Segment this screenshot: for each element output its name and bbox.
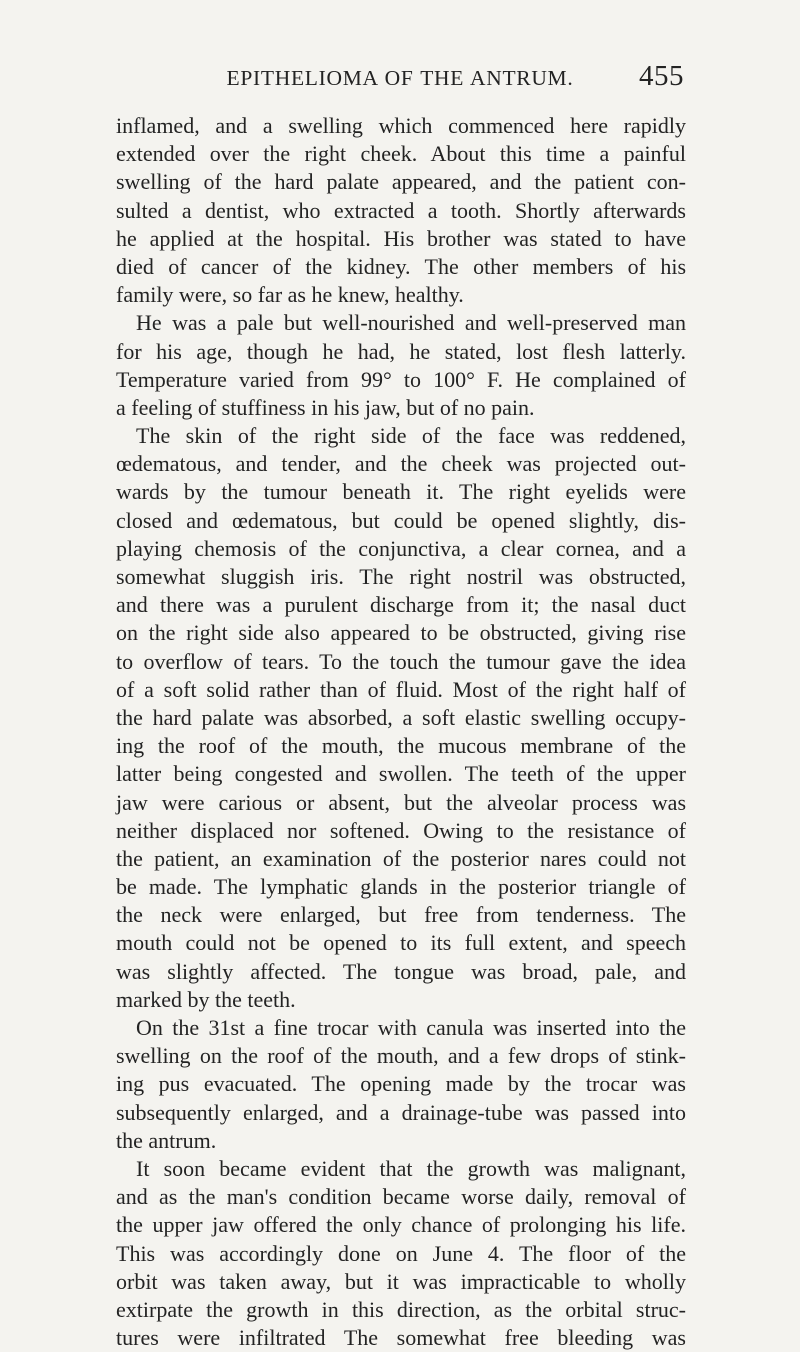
text-line: be made. The lymphatic glands in the posterior triangle of	[116, 874, 686, 900]
text-line: was slightly affected. The tongue was broad, pale, and	[116, 958, 686, 984]
text-line: the patient, an examination of the posterior nares could not	[116, 845, 686, 871]
text-line: of a soft solid rather than of fluid. Most of the right half of	[116, 676, 686, 702]
text-line: neither displaced nor softened. Owing to the resistance of	[116, 817, 686, 843]
text-line: he applied at the hospital. His brother was stated to have	[116, 225, 686, 251]
running-title: EPITHELIOMA OF THE ANTRUM.	[226, 66, 574, 90]
text-line: tures were infiltrated The somewhat free bleeding was	[116, 1325, 686, 1351]
text-line: to overflow of tears. To the touch the tumour gave the idea	[116, 648, 686, 674]
text-line: This was accordingly done on June 4. The floor of the	[116, 1240, 686, 1266]
text-line: somewhat sluggish iris. The right nostril was obstructed,	[116, 564, 686, 589]
text-line: swelling of the hard palate appeared, and the patient con-	[116, 169, 686, 195]
text-line: extended over the right cheek. About this time a painful	[116, 141, 686, 167]
text-line: on the right side also appeared to be obstructed, giving rise	[116, 620, 686, 646]
text-line: œdematous, and tender, and the cheek was projected out-	[116, 451, 686, 477]
text-line: and as the man's condition became worse daily, removal of	[116, 1184, 686, 1210]
text-line: mouth could not be opened to its full extent, and speech	[116, 930, 686, 956]
text-line: extirpate the growth in this direction, as the orbital struc-	[116, 1296, 686, 1322]
text-line: latter being congested and swollen. The teeth of the upper	[116, 761, 686, 787]
running-head	[116, 60, 684, 104]
text-line: marked by the teeth.	[116, 986, 296, 1012]
text-line: orbit was taken away, but it was impracticable to wholly	[116, 1268, 686, 1294]
text-line: playing chemosis of the conjunctiva, a clear cornea, and a	[116, 535, 686, 561]
body-text	[116, 112, 686, 1352]
text-line: ing pus evacuated. The opening made by the trocar was	[116, 1071, 686, 1097]
text-line: and there was a purulent discharge from it; the nasal duct	[116, 592, 686, 618]
text-line: the neck were enlarged, but free from tenderness. The	[116, 902, 686, 928]
text-line: subsequently enlarged, and a drainage-tube was passed into	[116, 1099, 686, 1125]
text-line: died of cancer of the kidney. The other members of his	[116, 253, 686, 279]
text-line: Temperature varied from 99° to 100° F. He complained of	[116, 366, 686, 392]
text-line: the hard palate was absorbed, a soft elastic swelling occupy-	[116, 704, 686, 730]
text-line: jaw were carious or absent, but the alveolar process was	[116, 789, 686, 815]
text-line: closed and œdematous, but could be opened slightly, dis-	[116, 507, 686, 533]
text-line: the antrum.	[116, 1127, 217, 1153]
text-line: wards by the tumour beneath it. The right eyelids were	[116, 479, 686, 505]
text-line: The skin of the right side of the face was reddened,	[136, 423, 686, 449]
text-line: It soon became evident that the growth was malignant,	[136, 1155, 686, 1181]
text-line: inflamed, and a swelling which commenced here rapidly	[116, 113, 686, 138]
text-line: the upper jaw offered the only chance of prolonging his life.	[116, 1212, 686, 1238]
text-line: sulted a dentist, who extracted a tooth. Shortly afterwards	[116, 197, 686, 223]
text-line: swelling on the roof of the mouth, and a few drops of stink-	[116, 1043, 686, 1069]
text-line: On the 31st a fine trocar with canula was inserted into the	[136, 1015, 686, 1040]
page-number: 455	[639, 60, 684, 92]
text-line: a feeling of stuffiness in his jaw, but of no pain.	[116, 394, 535, 420]
text-line: for his age, though he had, he stated, lost flesh latterly.	[116, 338, 686, 364]
text-line: family were, so far as he knew, healthy.	[116, 282, 464, 308]
text-line: ing the roof of the mouth, the mucous membrane of the	[116, 733, 686, 759]
text-line: He was a pale but well-nourished and well-preserved man	[136, 310, 686, 336]
